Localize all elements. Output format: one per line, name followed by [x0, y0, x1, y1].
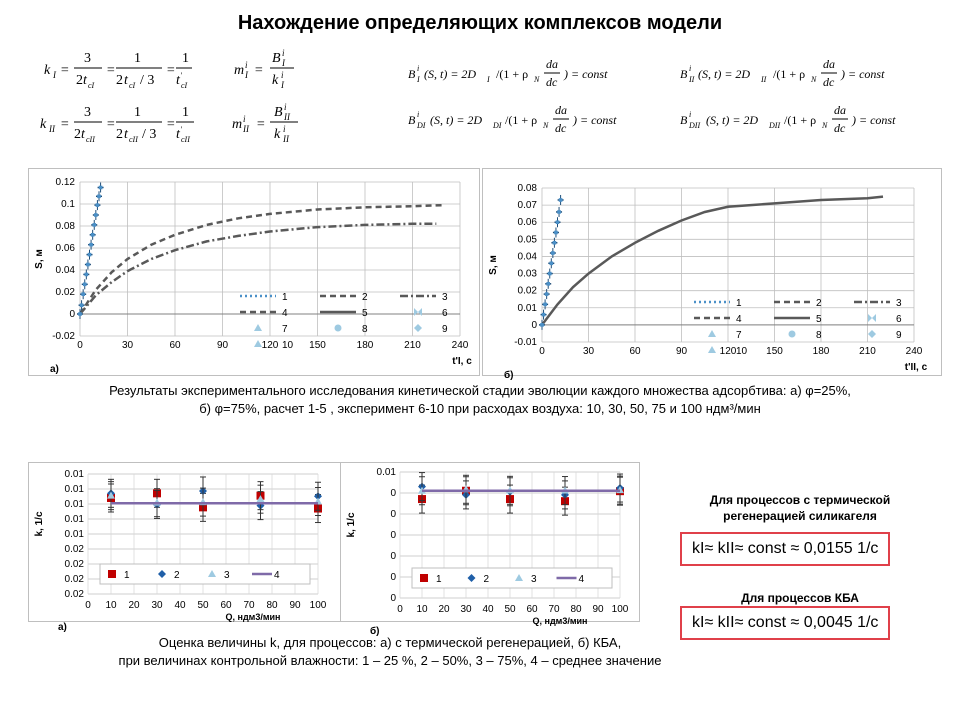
- svg-text:cII: cII: [129, 135, 138, 144]
- x-tick-label: 90: [675, 346, 688, 357]
- k-thermal-box: [680, 532, 890, 566]
- y-tick-label: 0: [390, 572, 396, 583]
- x-tick-label: 60: [629, 346, 641, 357]
- y-tick-label: -0.01: [514, 337, 537, 348]
- y-tick-label: -0.02: [52, 331, 75, 342]
- svg-text:k: k: [44, 63, 51, 78]
- data-marker: [85, 273, 89, 277]
- x-axis-label: t'II, с: [904, 362, 928, 373]
- k-kba-box: [680, 606, 890, 640]
- x-tick-label: 0: [539, 346, 545, 357]
- svg-text:2: 2: [116, 73, 123, 88]
- data-marker: [540, 323, 544, 327]
- svg-text:=: =: [254, 63, 264, 78]
- x-tick-label: 50: [504, 604, 516, 615]
- caption-kinetics-line1: Результаты экспериментального исследования кинетической стадии эволюции каждого множества адсорбтива: а) φ=25%,: [109, 383, 851, 398]
- y-tick-label: 0.1: [61, 199, 75, 210]
- x-axis-label: Q, ндм3/мин: [225, 612, 281, 622]
- legend-label-1: 1: [124, 570, 130, 581]
- svg-text:B: B: [274, 105, 283, 120]
- data-marker: [89, 243, 93, 247]
- x-tick-label: 50: [197, 600, 209, 611]
- page-title: Нахождение определяющих комплексов модели: [237, 12, 723, 34]
- note-thermal-line1: Для процессов с термической: [709, 493, 891, 507]
- x-axis-label: Q, ндм3/мин: [532, 616, 588, 626]
- y-tick-label: 0.04: [55, 265, 75, 276]
- svg-text:/ 3: / 3: [140, 73, 155, 88]
- svg-text:dc: dc: [546, 75, 558, 89]
- y-tick-label: 0.08: [55, 221, 75, 232]
- svg-text:B: B: [680, 67, 688, 81]
- svg-text:=: =: [60, 63, 70, 78]
- svg-text:i: i: [284, 102, 287, 112]
- panel-label: б): [504, 370, 514, 381]
- svg-text:3: 3: [84, 105, 91, 120]
- formula-mII: [232, 102, 298, 144]
- x-tick-label: 10: [416, 604, 428, 615]
- x-tick-label: 0: [85, 600, 91, 611]
- svg-text:2: 2: [74, 127, 81, 142]
- svg-text:da: da: [555, 103, 567, 117]
- chart-a-k: [28, 462, 346, 633]
- svg-text:t: t: [124, 127, 128, 142]
- svg-text:I: I: [245, 70, 248, 80]
- formula-kI: [44, 51, 192, 90]
- x-tick-label: 90: [592, 604, 604, 615]
- svg-text:i: i: [243, 114, 246, 124]
- svg-text:II: II: [284, 112, 290, 122]
- svg-text:(S, t) = 2D: (S, t) = 2D: [706, 113, 759, 127]
- svg-text:I: I: [417, 75, 420, 84]
- svg-text:(S, t) = 2D: (S, t) = 2D: [424, 67, 477, 81]
- formula-BII: [680, 57, 885, 89]
- x-axis-label: t'I, с: [452, 356, 472, 367]
- y-axis-label: k, 1/с: [346, 512, 357, 538]
- svg-text:2: 2: [116, 127, 123, 142]
- y-tick-label: 0.03: [517, 268, 537, 280]
- svg-text:(S, t) = 2D: (S, t) = 2D: [698, 67, 751, 81]
- y-tick-label: 0.01: [376, 467, 396, 478]
- svg-text:/(1 + ρ: /(1 + ρ: [784, 113, 817, 127]
- y-tick-label: 0.01: [64, 469, 84, 480]
- x-tick-label: 60: [169, 340, 181, 351]
- y-tick-label: 0.07: [517, 200, 537, 212]
- svg-text:t: t: [176, 73, 180, 88]
- caption-k: [20, 634, 760, 670]
- svg-text:': ': [180, 125, 182, 134]
- legend-label-3: 3: [224, 570, 230, 581]
- data-marker: [83, 283, 87, 287]
- svg-text:I: I: [282, 58, 285, 68]
- formula-BDII: [680, 103, 896, 135]
- y-tick-label: 0.04: [517, 251, 537, 263]
- svg-text:DII: DII: [689, 121, 701, 130]
- svg-text:m: m: [232, 117, 243, 132]
- note-kba: Для процессов КБА: [741, 591, 859, 605]
- svg-text:1: 1: [182, 51, 189, 66]
- formula-BI: [408, 57, 608, 89]
- legend-label-2: 2: [174, 570, 180, 581]
- x-tick-label: 80: [570, 604, 582, 615]
- y-tick-label: 0.02: [517, 285, 537, 297]
- note-thermal-line2: регенерацией силикагеля: [723, 509, 877, 523]
- k-kba-text: kI≈ kII≈ const ≈ 0,0045 1/с: [692, 614, 879, 631]
- svg-text:=: =: [256, 117, 266, 132]
- x-tick-label: 150: [309, 340, 326, 351]
- panel-label: а): [58, 622, 67, 633]
- svg-text:B: B: [408, 67, 416, 81]
- svg-text:I: I: [487, 75, 490, 84]
- svg-text:t: t: [124, 73, 128, 88]
- svg-text:DI: DI: [417, 121, 426, 130]
- svg-text:k: k: [40, 117, 47, 132]
- data-marker: [548, 272, 552, 276]
- svg-text:k: k: [274, 127, 281, 142]
- svg-text:=: =: [60, 117, 70, 132]
- legend-label-1: 1: [736, 298, 742, 309]
- data-marker: [543, 303, 547, 307]
- legend-label-2: 2: [362, 292, 368, 303]
- caption-k-line1: Оценка величины k, для процессов: а) с термической регенерацией, б) КБА,: [158, 635, 622, 650]
- data-marker: [546, 282, 550, 286]
- svg-text:II: II: [49, 124, 55, 134]
- y-tick-label: 0.02: [55, 287, 75, 298]
- legend-label-9: 9: [442, 324, 448, 335]
- x-tick-label: 0: [77, 340, 83, 351]
- y-tick-label: 0.02: [64, 544, 84, 555]
- x-tick-label: 0: [397, 604, 403, 615]
- legend-swatch-1: [420, 574, 428, 582]
- svg-text:1: 1: [182, 105, 189, 120]
- svg-text:cI: cI: [88, 81, 95, 90]
- x-tick-label: 40: [482, 604, 494, 615]
- svg-text:=: =: [106, 63, 116, 78]
- legend-label-2: 2: [816, 298, 822, 309]
- x-tick-label: 30: [121, 340, 134, 351]
- data-marker: [92, 223, 96, 227]
- y-tick-label: 0.02: [64, 559, 84, 570]
- x-tick-label: 120: [261, 340, 279, 351]
- legend-swatch-8: [789, 331, 796, 338]
- note-thermal: [670, 492, 930, 524]
- legend-label-1: 1: [282, 292, 288, 303]
- x-tick-label: 210: [859, 346, 876, 357]
- y-tick-label: 0.01: [64, 514, 84, 525]
- svg-text:cI: cI: [181, 81, 188, 90]
- caption-kinetics: [20, 382, 940, 418]
- svg-text:dc: dc: [823, 75, 835, 89]
- x-tick-label: 30: [582, 346, 595, 357]
- svg-text:t: t: [83, 73, 87, 88]
- caption-kinetics-line2: б) φ=75%, расчет 1-5 , эксперимент 6-10 при расходах воздуха: 10, 30, 50, 75 и 100 ндм³/мин: [199, 401, 761, 416]
- formula-mI: [234, 48, 294, 90]
- svg-text:N: N: [811, 75, 817, 84]
- svg-text:II: II: [761, 75, 767, 84]
- x-tick-label: 70: [548, 604, 560, 615]
- svg-text:cII: cII: [86, 135, 95, 144]
- svg-text:dc: dc: [555, 121, 567, 135]
- y-tick-label: 0.02: [64, 574, 84, 585]
- formulas-block: [36, 44, 936, 152]
- svg-text:DI: DI: [493, 121, 502, 130]
- svg-text:(S, t) = 2D: (S, t) = 2D: [430, 113, 483, 127]
- x-tick-label: 60: [220, 600, 232, 611]
- legend-label-9: 9: [896, 330, 902, 341]
- legend-label-4: 4: [282, 308, 288, 319]
- svg-text:i: i: [689, 110, 692, 119]
- svg-text:II: II: [243, 124, 249, 134]
- x-tick-label: 150: [766, 346, 783, 357]
- x-tick-label: 80: [266, 600, 278, 611]
- svg-text:i: i: [417, 110, 420, 119]
- svg-text:': ': [180, 71, 182, 80]
- legend-label-2: 2: [483, 574, 490, 585]
- svg-text:II: II: [283, 134, 289, 144]
- legend-swatch-8: [335, 325, 342, 332]
- y-tick-label: 0: [69, 309, 75, 320]
- legend-label-5: 5: [362, 308, 368, 319]
- x-tick-label: 240: [905, 346, 923, 357]
- svg-text:1: 1: [134, 105, 141, 120]
- svg-text:B: B: [680, 113, 688, 127]
- svg-text:i: i: [282, 48, 285, 58]
- panel-label: а): [50, 364, 59, 375]
- svg-text:/(1 + ρ: /(1 + ρ: [505, 113, 538, 127]
- svg-text:i: i: [283, 124, 286, 134]
- data-marker: [88, 253, 92, 257]
- svg-text:cI: cI: [129, 81, 136, 90]
- y-tick-label: 0.06: [517, 217, 537, 229]
- chart-a-kinetics: [28, 168, 480, 376]
- data-marker: [556, 220, 560, 224]
- svg-text:t: t: [176, 127, 180, 142]
- y-tick-label: 0: [390, 551, 396, 562]
- x-tick-label: 20: [438, 604, 450, 615]
- svg-text:) = const: ) = const: [564, 67, 608, 81]
- data-marker: [559, 198, 563, 202]
- formula-kII: [40, 105, 194, 144]
- data-marker: [553, 241, 557, 245]
- svg-text:1: 1: [134, 51, 141, 66]
- svg-text:/(1 + ρ: /(1 + ρ: [496, 67, 529, 81]
- x-tick-label: 20: [128, 600, 140, 611]
- x-tick-label: 100: [309, 600, 327, 611]
- y-tick-label: 0.06: [55, 243, 75, 254]
- svg-text:) = const: ) = const: [852, 113, 896, 127]
- y-axis-label: S, м: [34, 249, 45, 269]
- y-tick-label: 0.01: [64, 499, 84, 510]
- data-marker: [80, 303, 84, 307]
- x-tick-label: 180: [812, 346, 830, 357]
- x-tick-label: 60: [526, 604, 538, 615]
- y-tick-label: 0: [531, 319, 537, 331]
- svg-text:dc: dc: [834, 121, 846, 135]
- panel-label: б): [370, 626, 380, 637]
- y-tick-label: 0: [390, 509, 396, 520]
- x-tick-label: 70: [243, 600, 255, 611]
- svg-text:da: da: [546, 57, 558, 71]
- y-tick-label: 0: [390, 593, 396, 604]
- y-tick-label: 0: [390, 488, 396, 499]
- y-axis-label: k, 1/с: [34, 511, 45, 537]
- data-marker: [542, 313, 546, 317]
- y-tick-label: 0.12: [55, 177, 75, 188]
- y-tick-label: 0.02: [64, 589, 84, 600]
- data-marker: [99, 186, 103, 190]
- legend-label-8: 8: [816, 330, 822, 341]
- x-tick-label: 120: [719, 346, 737, 357]
- formula-BDI: [408, 103, 617, 135]
- data-marker: [554, 231, 558, 235]
- legend-label-6: 6: [896, 314, 902, 325]
- svg-text:/ 3: / 3: [142, 127, 157, 142]
- x-tick-label: 180: [356, 340, 374, 351]
- legend-label-7: 7: [282, 324, 288, 335]
- svg-text:DII: DII: [769, 121, 781, 130]
- legend-label-10: 10: [282, 340, 294, 351]
- svg-text:i: i: [245, 60, 248, 70]
- legend-label-5: 5: [816, 314, 822, 325]
- x-tick-label: 40: [174, 600, 186, 611]
- x-tick-label: 90: [216, 340, 229, 351]
- data-marker: [557, 210, 561, 214]
- y-axis-label: S, м: [488, 255, 499, 275]
- y-tick-label: 0.01: [64, 484, 84, 495]
- svg-text:) = const: ) = const: [573, 113, 617, 127]
- svg-text:B: B: [272, 51, 281, 66]
- x-tick-label: 90: [289, 600, 301, 611]
- data-marker: [91, 233, 95, 237]
- svg-text:N: N: [543, 121, 549, 130]
- legend-label-1: 1: [436, 574, 442, 585]
- data-marker: [81, 292, 85, 296]
- x-tick-label: 30: [460, 604, 472, 615]
- svg-text:i: i: [281, 70, 284, 80]
- legend-label-3: 3: [531, 574, 537, 585]
- data-marker: [550, 261, 554, 265]
- svg-text:B: B: [408, 113, 416, 127]
- data-marker: [545, 292, 549, 296]
- y-tick-label: 0.01: [517, 302, 537, 314]
- svg-text:m: m: [234, 63, 245, 78]
- x-tick-label: 210: [404, 340, 421, 351]
- svg-text:=: =: [166, 63, 176, 78]
- data-marker: [97, 195, 101, 199]
- data-marker: [96, 203, 100, 207]
- legend-label-8: 8: [362, 324, 368, 335]
- svg-text:=: =: [166, 117, 176, 132]
- svg-text:I: I: [281, 80, 284, 90]
- svg-text:) = const: ) = const: [841, 67, 885, 81]
- svg-text:da: da: [823, 57, 835, 71]
- y-tick-label: 0: [390, 530, 396, 541]
- legend-label-4: 4: [578, 574, 585, 585]
- x-tick-label: 100: [611, 604, 629, 615]
- data-marker: [86, 263, 90, 267]
- y-tick-label: 0.05: [517, 234, 537, 246]
- data-marker: [78, 312, 82, 316]
- k-thermal-text: kI≈ kII≈ const ≈ 0,0155 1/с: [692, 540, 879, 557]
- svg-text:2: 2: [76, 73, 83, 88]
- legend-label-7: 7: [736, 330, 742, 341]
- svg-text:/(1 + ρ: /(1 + ρ: [773, 67, 806, 81]
- x-tick-label: 10: [105, 600, 117, 611]
- chart-b-k: [340, 462, 640, 637]
- legend-label-4: 4: [736, 314, 742, 325]
- legend-label-3: 3: [896, 298, 902, 309]
- svg-text:N: N: [534, 75, 540, 84]
- y-tick-label: 0.01: [64, 529, 84, 540]
- svg-text:i: i: [689, 64, 692, 73]
- svg-text:k: k: [272, 73, 279, 88]
- caption-k-line2: при величинах контрольной влажности: 1 – 25 %, 2 – 50%, 3 – 75%, 4 – среднее значение: [118, 653, 662, 668]
- x-tick-label: 30: [151, 600, 163, 611]
- y-tick-label: 0.08: [517, 183, 537, 194]
- legend-label-4: 4: [274, 570, 280, 581]
- svg-text:II: II: [689, 75, 695, 84]
- svg-text:cII: cII: [181, 135, 190, 144]
- svg-text:3: 3: [84, 51, 91, 66]
- legend-label-10: 10: [736, 346, 748, 357]
- svg-text:I: I: [53, 70, 56, 80]
- data-marker: [551, 251, 555, 255]
- legend-label-6: 6: [442, 308, 448, 319]
- svg-text:i: i: [417, 64, 420, 73]
- svg-text:=: =: [106, 117, 116, 132]
- x-tick-label: 240: [451, 340, 469, 351]
- svg-text:da: da: [834, 103, 846, 117]
- legend-label-3: 3: [442, 292, 448, 303]
- chart-b-kinetics: [482, 168, 942, 381]
- svg-text:t: t: [81, 127, 85, 142]
- svg-text:N: N: [822, 121, 828, 130]
- data-marker: [94, 213, 98, 217]
- legend-swatch-1: [108, 570, 116, 578]
